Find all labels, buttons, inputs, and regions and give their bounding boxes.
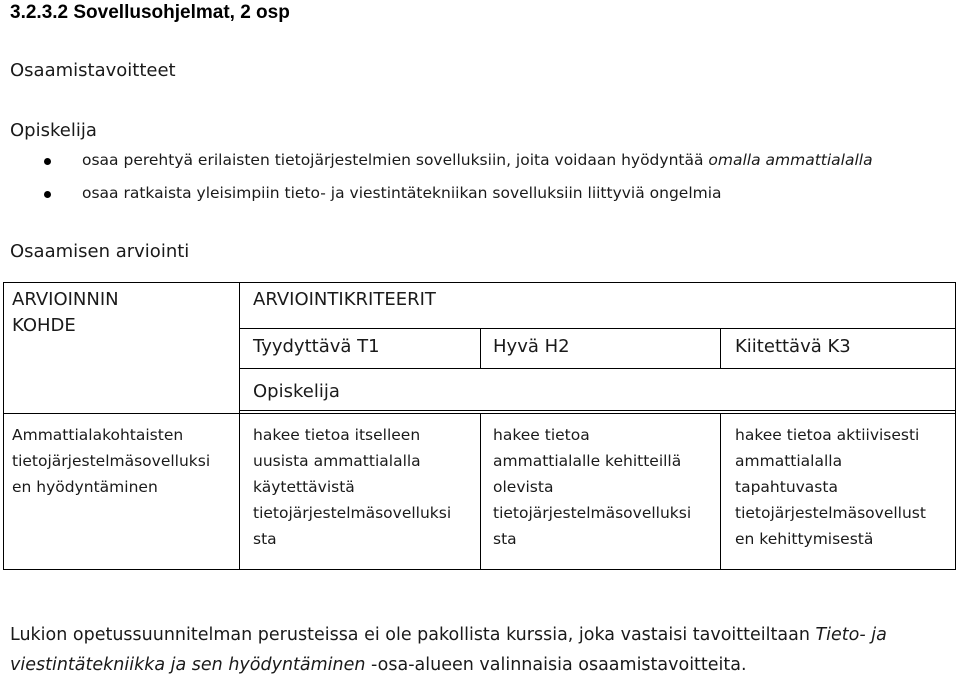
k3-criteria-cell: hakee tietoa aktiivisesti ammattialalla tapahtuvasta tietojärjestelmäsovellust en kehittymisestä [735,426,926,548]
student-label: Opiskelija [253,381,340,402]
table-border-left [3,282,4,570]
row-divider [239,368,956,369]
column-divider [239,282,240,570]
footer-note: Lukion opetussuunnitelman perusteissa ei ole pakollista kurssia, joka vastaisi tavoitteiltaan Tieto- ja viestintätekniikka ja sen hyödyntäminen -osa-alueen valinnaisia osaamistavoitteita. [10,625,887,675]
h2-criteria-cell: hakee tietoa ammattialalle kehitteillä olevista tietojärjestelmäsovelluksi sta [493,426,692,548]
table-border-right [955,282,956,570]
level-t1: Tyydyttävä T1 [253,336,380,357]
goal-text: osaa perehtyä erilaisten tietojärjestelmien sovelluksiin, joita voidaan hyödyntää omalla ammattialalla [82,151,873,169]
level-h2: Hyvä H2 [493,336,570,357]
bullet-icon [44,191,51,198]
t1-criteria-cell: hakee tietoa itselleen uusista ammattialalla käytettävistä tietojärjestelmäsovelluksi sta [253,426,452,548]
criteria-header: ARVIOINTIKRITEERIT [253,289,436,310]
target-header: ARVIOINNIN KOHDE [12,289,119,336]
assessment-target-cell: Ammattialakohtaisten tietojärjestelmäsovelluksi en hyödyntäminen [12,426,211,496]
student-title: Opiskelija [10,120,97,141]
level-k3: Kiitettävä K3 [735,336,851,357]
assessment-table [3,282,956,570]
column-divider [480,328,481,368]
row-divider [239,410,956,411]
column-divider [720,413,721,570]
bullet-icon [44,158,51,165]
column-divider [480,413,481,570]
row-divider [239,328,956,329]
goal-text: osaa ratkaista yleisimpiin tieto- ja viestintätekniikan sovelluksiin liittyviä ongelmia [82,184,722,202]
section-heading: 3.2.3.2 Sovellusohjelmat, 2 osp [10,2,290,23]
table-border-top [3,282,956,283]
goals-title: Osaamistavoitteet [10,60,176,81]
evaluation-title: Osaamisen arviointi [10,241,190,262]
column-divider [720,328,721,368]
